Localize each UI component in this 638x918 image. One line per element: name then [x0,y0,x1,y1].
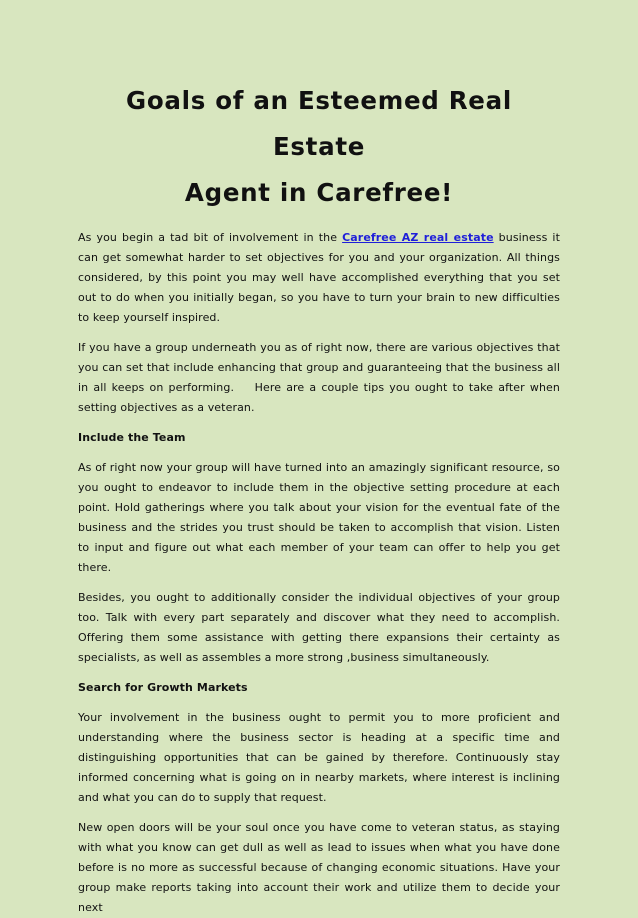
intro-text-after-link: business it can get somewhat harder to set objectives for you and your organization. All things considered, by this point you may well have accomplished everything that you set out to do when you initially began, so you have to turn your brain to new difficulties to keep yourself inspired. [78,231,560,324]
section-heading-include-team: Include the Team [78,431,186,444]
paragraph-intro [78,228,560,328]
paragraph-open-doors: New open doors will be your soul once you have come to veteran status, as staying with what you know can get dull as well as lead to issues when what you have done before is no more as successful because of changing economic situations. Have your group make reports taking into account their work and utilize them to decide your next [78,821,560,914]
paragraph-individual-objectives: Besides, you ought to additionally consider the individual objectives of your group too. Talk with every part separately and discover what they need to accomplish. Offering them some assistance with getting there expansions their certainty as specialists, as well as assembles a more strong ,business simultaneously. [78,591,560,664]
paragraph-team-resource: As of right now your group will have turned into an amazingly significant resource, so you ought to endeavor to include them in the objective setting procedure at each point. Hold gatherings where you talk about your vision for the eventual fate of the business and the strides you trust should be taken to accomplish that vision. Listen to input and figure out what each member of your team can offer to help you get there. [78,461,560,574]
paragraph-market-understanding: Your involvement in the business ought to permit you to more proficient and understanding where the business sector is heading at a specific time and distinguishing opportunities that can be gained by therefore. Continuously stay informed concerning what is going on in nearby markets, where interest is inclining and what you can do to supply that request. [78,711,560,804]
page-title [78,78,560,216]
section-heading-growth-markets: Search for Growth Markets [78,681,248,694]
paragraph-group-objectives: If you have a group underneath you as of right now, there are various objectives that you can set that include enhancing that group and guaranteeing that the business all in all keeps on performing. Here are a couple tips you ought to take after when setting objectives as a veteran. [78,341,564,414]
title-line-2: Agent in Carefree! [184,178,454,207]
title-line-1: Goals of an Esteemed Real Estate [126,86,512,161]
carefree-real-estate-link[interactable]: Carefree AZ real estate [342,231,494,244]
intro-text-before-link: As you begin a tad bit of involvement in the [78,231,343,244]
